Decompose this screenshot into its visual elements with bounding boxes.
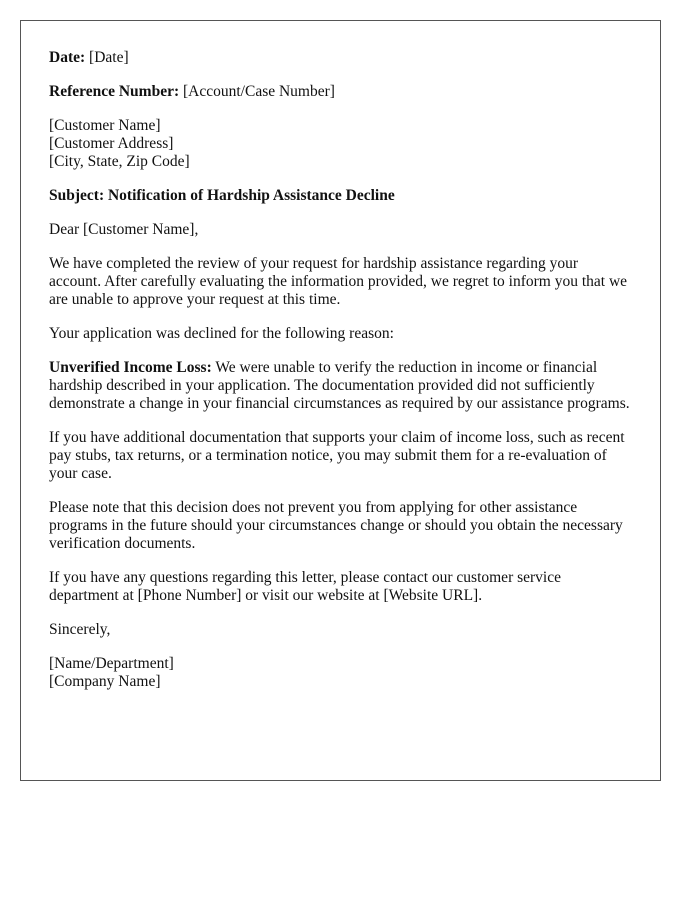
body-paragraph-review: We have completed the review of your request for hardship assistance regarding your account. After carefully evaluating the information provided, we regret to inform you that we are unable to approve your request at this time. — [49, 255, 628, 308]
letter-frame — [20, 20, 661, 781]
body-paragraph-additional-docs: If you have additional documentation that supports your claim of income loss, such as recent pay stubs, tax returns, or a termination notice, you may submit them for a re-evaluation of your case. — [49, 429, 625, 482]
subject-value: Notification of Hardship Assistance Decline — [107, 187, 395, 204]
date-line — [49, 49, 632, 67]
closing: Sincerely, — [49, 621, 111, 638]
body-paragraph-decline-intro: Your application was declined for the following reason: — [49, 325, 394, 342]
decline-reason — [49, 359, 632, 413]
decline-reason-label: Unverified Income Loss: — [49, 359, 212, 376]
reference-line — [49, 83, 632, 101]
salutation: Dear [Customer Name], — [49, 221, 199, 238]
subject-label: Subject: — [49, 187, 105, 204]
date-label: Date: — [49, 49, 86, 66]
body-paragraph-future-applications: Please note that this decision does not prevent you from applying for other assistance programs in the future should your circumstances change or should you obtain the necessary verification documents. — [49, 499, 623, 552]
reference-value: [Account/Case Number] — [183, 83, 335, 100]
subject-line — [49, 187, 632, 205]
reference-label: Reference Number: — [49, 83, 180, 100]
date-value: [Date] — [89, 49, 129, 66]
signature-block — [49, 655, 632, 691]
decline-reason-text: We were unable to verify the reduction in income or financial hardship described in your application. The documentation provided did not sufficiently demonstrate a change in your financial circumstances as required by our assistance programs. — [49, 359, 630, 412]
recipient-name: [Customer Name] — [49, 117, 161, 134]
recipient-city-state-zip: [City, State, Zip Code] — [49, 153, 190, 170]
recipient-address-block — [49, 117, 632, 171]
signature-name: [Name/Department] — [49, 655, 174, 672]
recipient-address: [Customer Address] — [49, 135, 174, 152]
signature-company: [Company Name] — [49, 673, 161, 690]
body-paragraph-contact: If you have any questions regarding this letter, please contact our customer service department at [Phone Number] or visit our website at [Website URL]. — [49, 569, 561, 604]
